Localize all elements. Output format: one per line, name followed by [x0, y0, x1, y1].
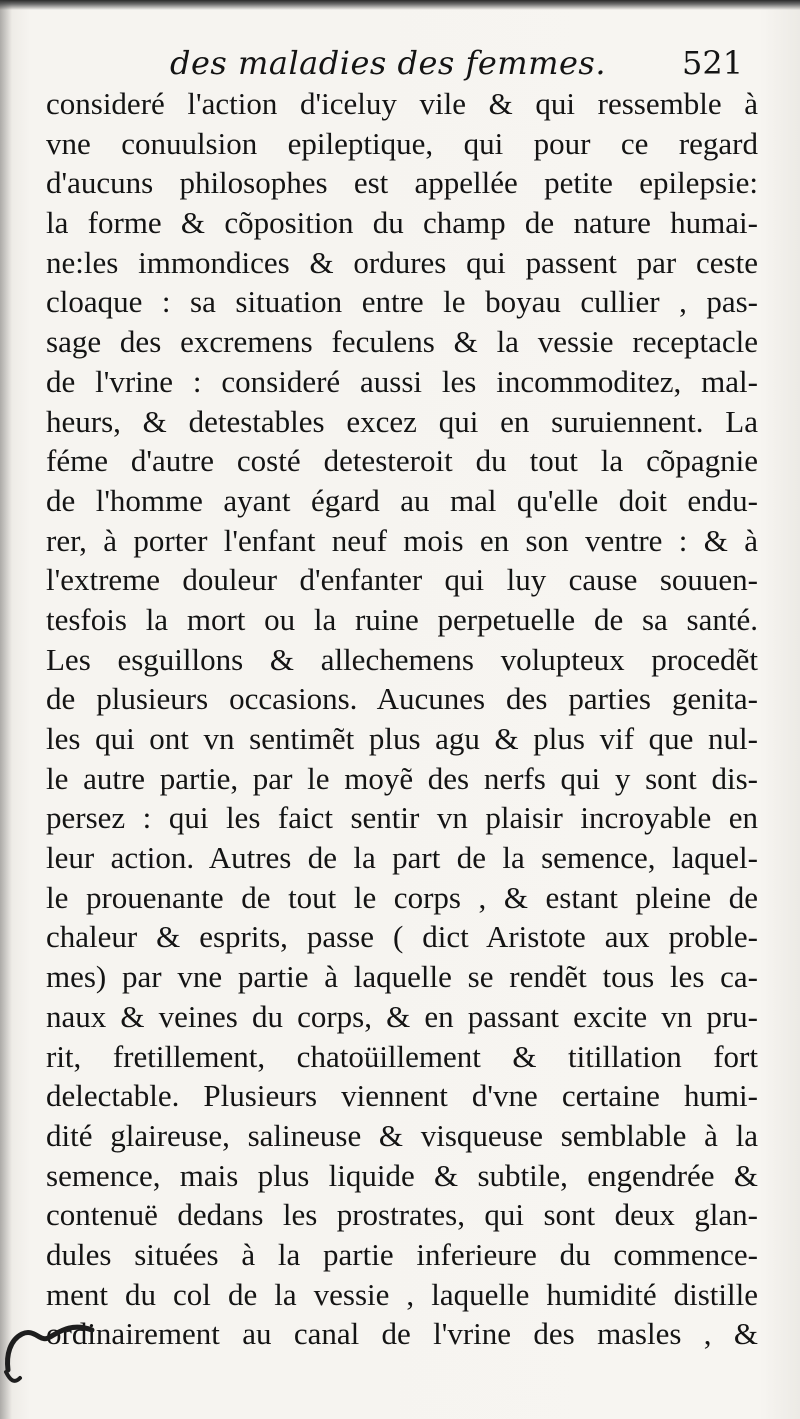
- text-line: rer, à porter l'enfant neuf mois en son ventre : & à: [46, 522, 758, 558]
- text-line: féme d'autre costé detesteroit du tout la cõpagnie: [46, 443, 758, 479]
- text-line: ne:les immondices & ordures qui passent par ceste: [46, 244, 758, 280]
- text-line: naux & veines du corps, & en passant excite vn pru-: [46, 998, 758, 1034]
- text-line: dules situées à la partie inferieure du commence-: [46, 1236, 758, 1272]
- body-text: [46, 84, 758, 1354]
- text-line: mes) par vne partie à laquelle se rendẽt tous les ca-: [46, 959, 758, 995]
- text-line: leur action. Autres de la part de la semence, laquel-: [46, 840, 758, 876]
- page-number: 521: [682, 44, 744, 82]
- text-line: dité glaireuse, salineuse & visqueuse semblable à la: [46, 1117, 758, 1153]
- text-line: contenuë dedans les prostrates, qui sont deux glan-: [46, 1197, 758, 1233]
- page-gutter-shadow: [0, 0, 12, 1419]
- text-line: ment du col de la vessie , laquelle humidité distille: [46, 1276, 758, 1312]
- text-line: ordinairement au canal de l'vrine des masles , &: [46, 1316, 758, 1352]
- text-line: cloaque : sa situation entre le boyau cullier , pas-: [46, 284, 758, 320]
- page-top-edge: [0, 0, 800, 10]
- ink-smudge: [0, 1300, 110, 1390]
- text-line: de l'vrine : consideré aussi les incommoditez, mal-: [46, 363, 758, 399]
- text-line: l'extreme douleur d'enfanter qui luy cause souuen-: [46, 562, 758, 598]
- text-line: les qui ont vn sentimẽt plus agu & plus vif que nul-: [46, 721, 758, 756]
- text-line: d'aucuns philosophes est appellée petite epilepsie:: [46, 165, 758, 201]
- text-line: le prouenante de tout le corps , & estant pleine de: [46, 879, 758, 915]
- text-line: vne conuulsion epileptique, qui pour ce regard: [46, 125, 758, 161]
- running-head: des maladies des femmes.: [170, 44, 607, 82]
- text-line: de plusieurs occasions. Aucunes des parties genita-: [46, 681, 758, 717]
- text-line: Les esguillons & allechemens volupteux procedẽt: [46, 641, 758, 677]
- text-line: tesfois la mort ou la ruine perpetuelle de sa santé.: [46, 601, 758, 637]
- text-line: le autre partie, par le moyẽ des nerfs qui y sont dis-: [46, 760, 758, 796]
- text-line: sage des excremens feculens & la vessie receptacle: [46, 324, 758, 360]
- text-line: chaleur & esprits, passe ( dict Aristote aux proble-: [46, 919, 758, 955]
- text-line: heurs, & detestables excez qui en suruiennent. La: [46, 403, 758, 439]
- text-line: la forme & cõposition du champ de nature humai-: [46, 205, 758, 241]
- text-line: persez : qui les faict sentir vn plaisir incroyable en: [46, 800, 758, 836]
- text-line: de l'homme ayant égard au mal qu'elle doit endu-: [46, 482, 758, 518]
- text-line: delectable. Plusieurs viennent d'vne certaine humi-: [46, 1078, 758, 1114]
- text-line: consideré l'action d'iceluy vile & qui ressemble à: [46, 86, 758, 121]
- text-line: rit, fretillement, chatoüillement & titillation fort: [46, 1038, 758, 1074]
- text-line: semence, mais plus liquide & subtile, engendrée &: [46, 1157, 758, 1193]
